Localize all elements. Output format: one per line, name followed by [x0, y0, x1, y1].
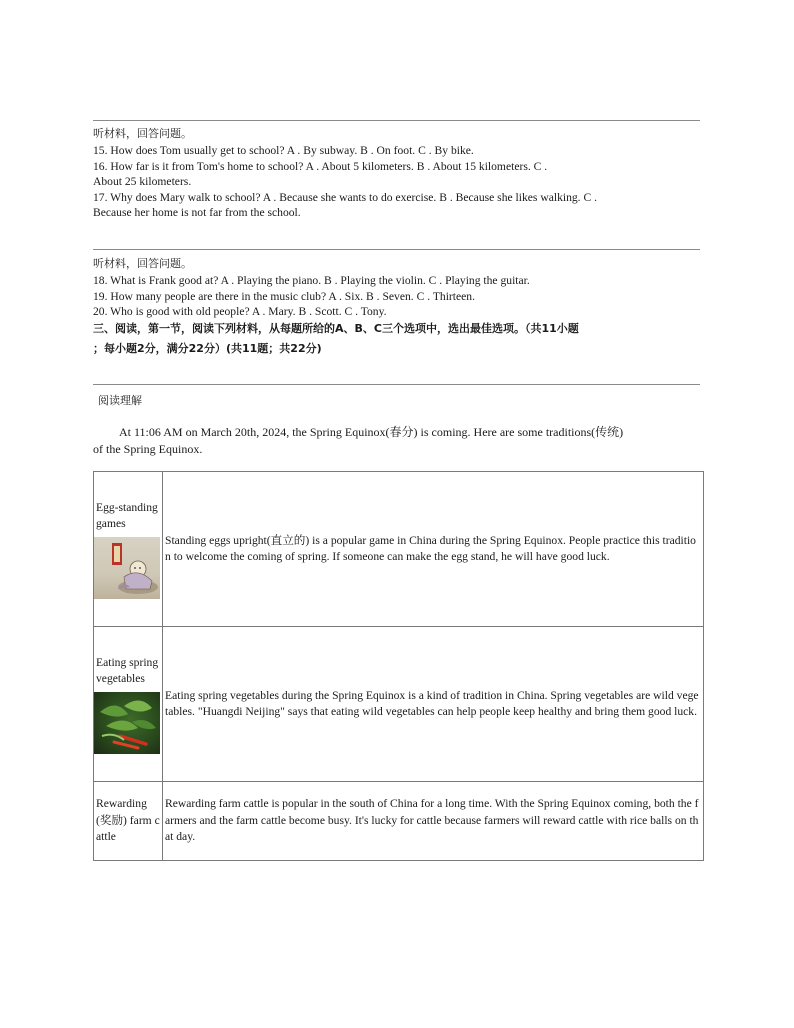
tradition-label: Egg-standing games [96, 500, 158, 530]
question-line: 15. How does Tom usually get to school? A . By subway. B . On foot. C . By bike. [93, 144, 474, 158]
question-line: Because her home is not far from the school. [93, 206, 301, 220]
table-row [94, 472, 704, 627]
section-heading: 听材料，回答问题。 [93, 257, 192, 270]
intro-line: of the Spring Equinox. [93, 442, 203, 456]
tradition-description: Eating spring vegetables during the Spring Equinox is a kind of tradition in China. Spring vegetables are wild vegetables. "Huangdi Neijing" says that eating wild vegetables can help people keep healthy and bring them good luck. [163, 627, 704, 782]
tradition-label-cell [94, 472, 163, 627]
tradition-label-cell [94, 627, 163, 782]
reading-title: 阅读理解 [98, 394, 142, 407]
tradition-description: Rewarding farm cattle is popular in the south of China for a long time. With the Spring Equinox coming, both the farmers and the farm cattle become busy. It's lucky for cattle because farmers will reward cattle with rice balls on that day. [163, 782, 704, 861]
section-divider-1 [93, 120, 700, 121]
tradition-label-cell [94, 782, 163, 861]
tradition-label: Rewarding(奖励) farm cattle [96, 797, 160, 844]
part3-score-note: ；每小题2分，满分22分）(共11题；共22分) [93, 341, 322, 355]
question-line: 18. What is Frank good at? A . Playing the piano. B . Playing the violin. C . Playing the guitar. [93, 274, 530, 288]
egg-standing-illustration [94, 537, 160, 599]
question-line: About 25 kilometers. [93, 175, 192, 189]
section-divider-2 [93, 249, 700, 250]
question-line: 20. Who is good with old people? A . Mary. B . Scott. C . Tony. [93, 305, 387, 319]
part3-instructions: 三、阅读，第一节，阅读下列材料，从每题所给的A、B、C三个选项中，选出最佳选项。（共11小题 [93, 321, 579, 335]
question-line: 19. How many people are there in the music club? A . Six. B . Seven. C . Thirteen. [93, 289, 475, 303]
spring-vegetables-photo [94, 692, 160, 754]
intro-line: At 11:06 AM on March 20th, 2024, the Spring Equinox(春分) is coming. Here are some traditions(传统) [119, 425, 624, 439]
question-line: 16. How far is it from Tom's home to school? A . About 5 kilometers. B . About 15 kilometers. C . [93, 159, 548, 173]
question-line: 17. Why does Mary walk to school? A . Because she wants to do exercise. B . Because she likes walking. C . [93, 190, 598, 204]
reading-intro [93, 424, 703, 458]
table-row [94, 782, 704, 861]
table-row [94, 627, 704, 782]
tradition-description: Standing eggs upright(直立的) is a popular game in China during the Spring Equinox. People practice this tradition to welcome the coming of spring. If someone can make the egg stand, he will have good luck. [163, 472, 704, 627]
section-heading: 听材料，回答问题。 [93, 127, 192, 140]
traditions-table [93, 471, 704, 861]
listening-section-1 [93, 126, 703, 220]
listening-section-2 [93, 256, 703, 357]
section-divider-3 [93, 384, 700, 385]
tradition-label: Eating spring vegetables [96, 655, 159, 685]
